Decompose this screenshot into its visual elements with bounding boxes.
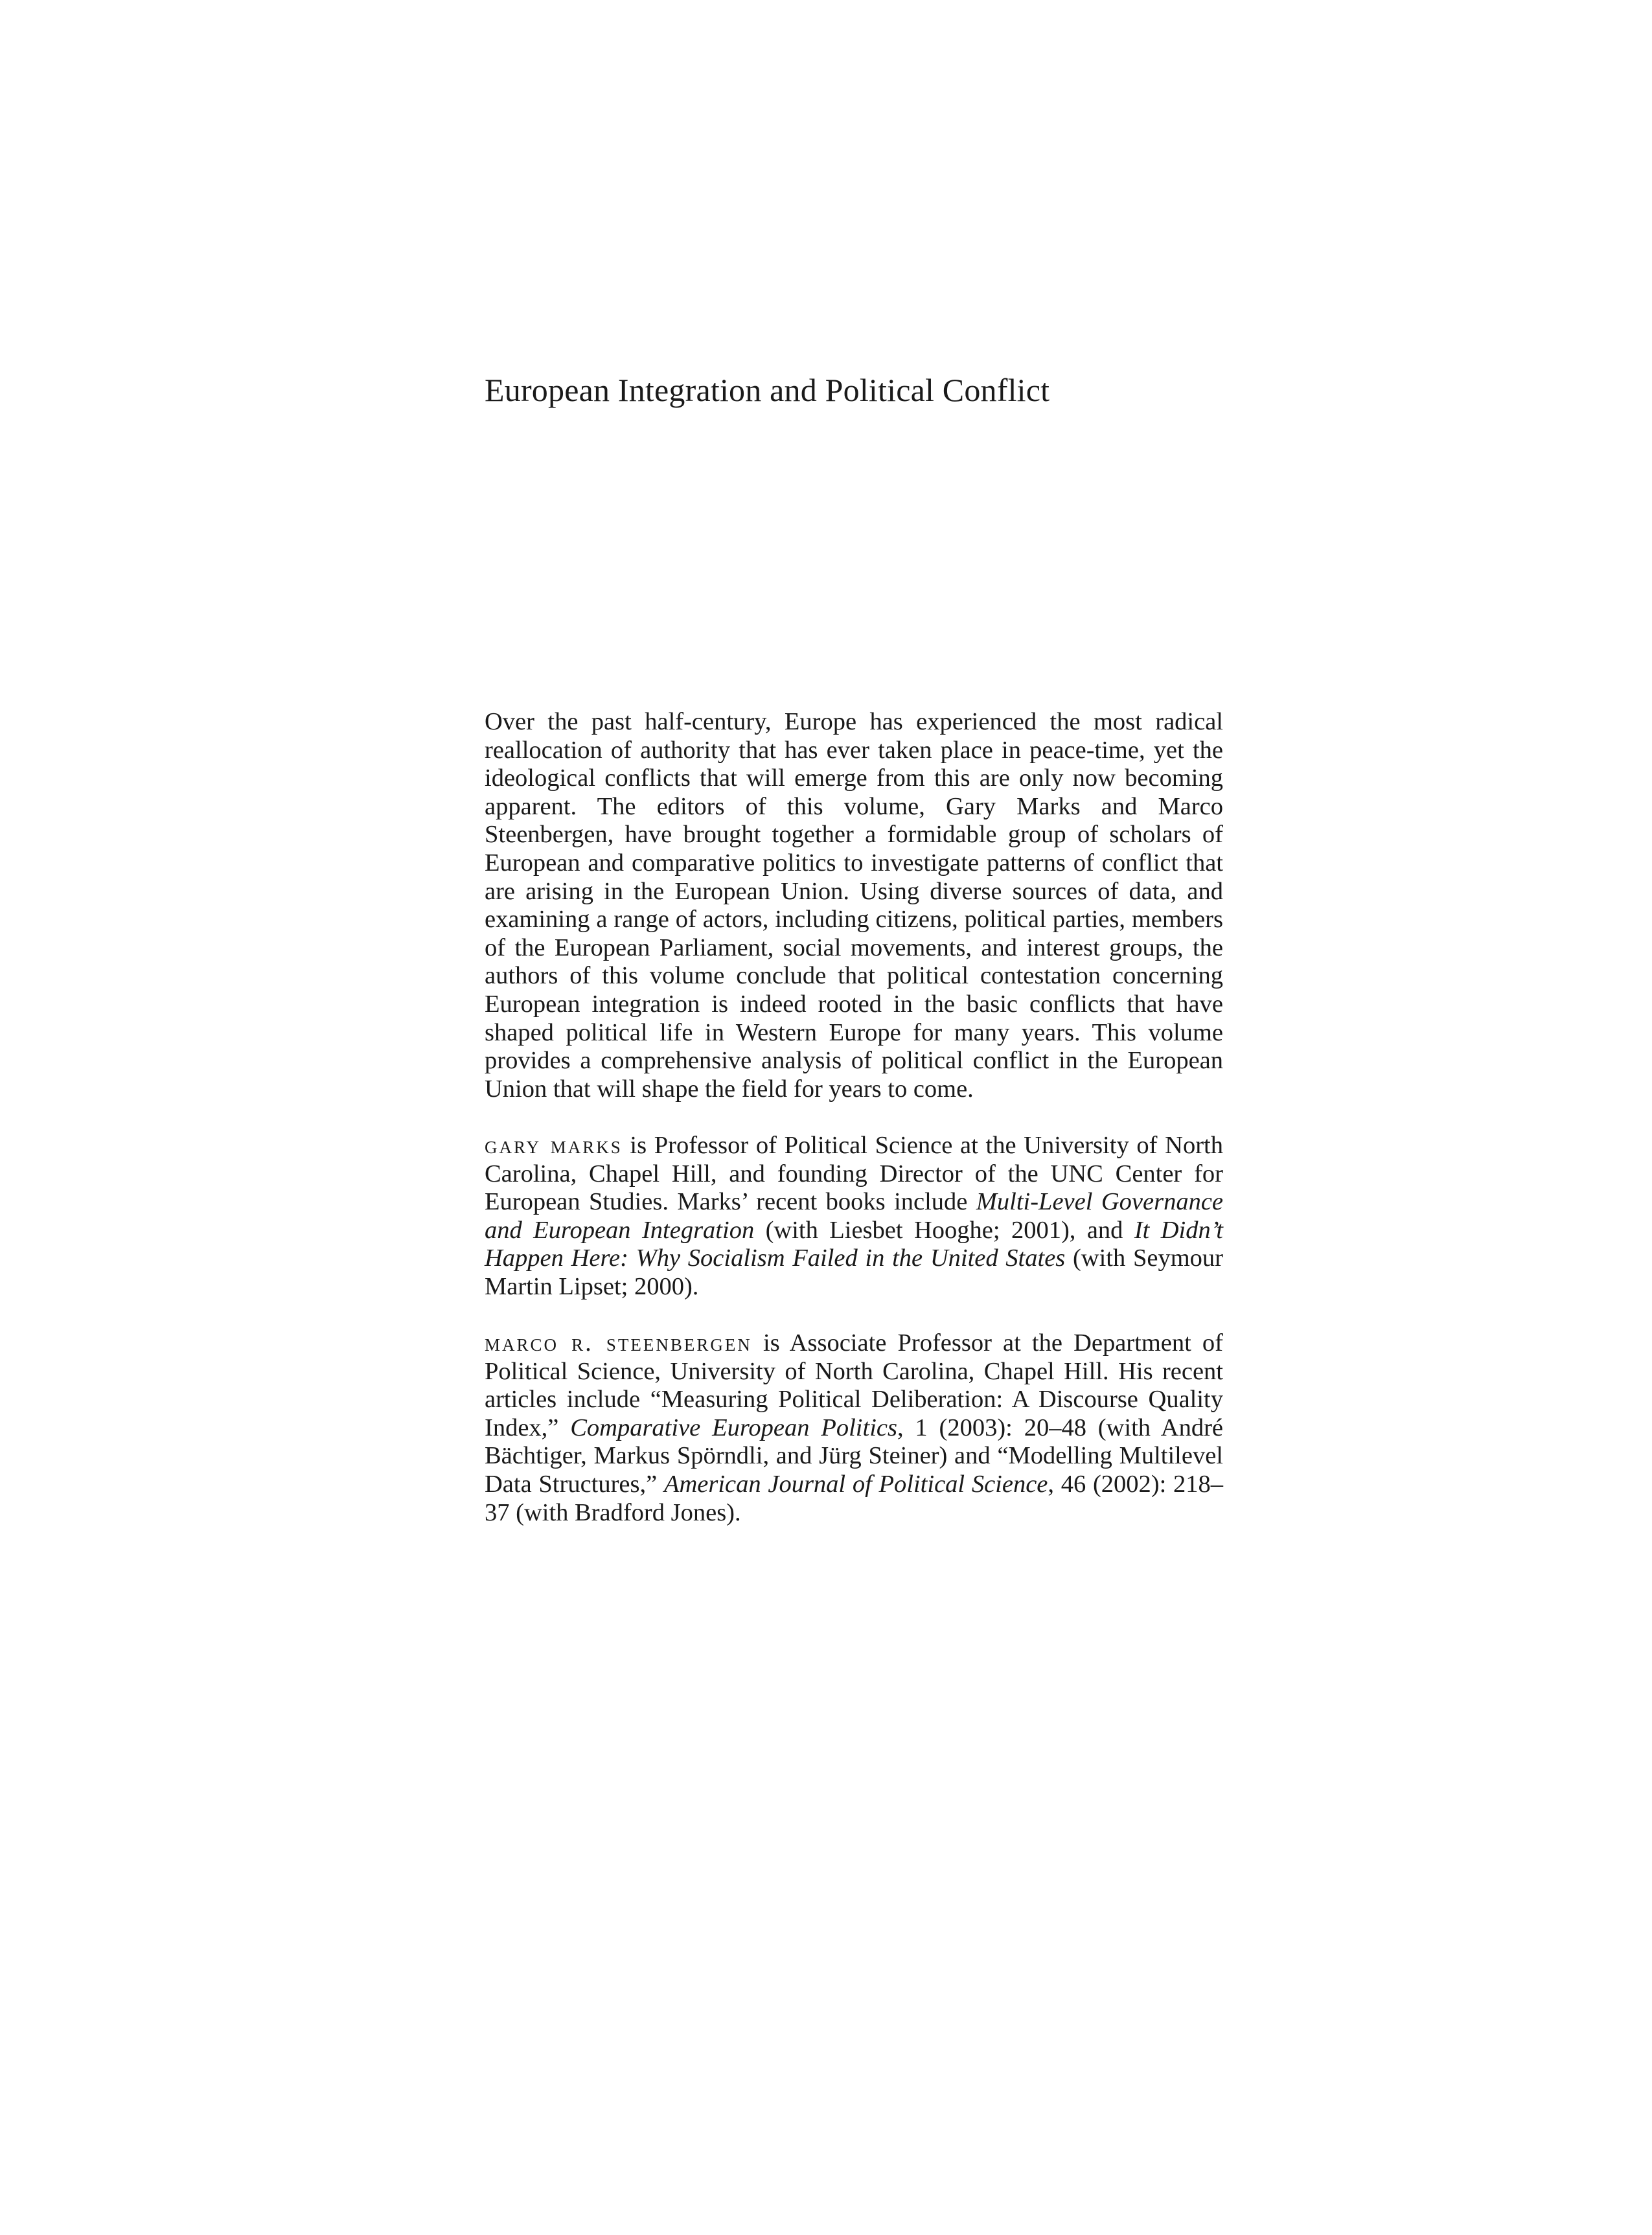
book-title-italic: Multi-Level Governance and European Integration — [485, 1188, 1223, 1244]
author-name: gary marks — [485, 1131, 623, 1159]
book-title-italic: It Didn’t Happen Here: Why Socialism Failed in the United States — [485, 1216, 1223, 1272]
bio-text: (with Liesbet Hooghe; 2001), and — [754, 1216, 1134, 1244]
book-description: Over the past half-century, Europe has experienced the most radical reallocation of authority that has ever taken place in peace-time, yet the ideological conflicts that will emerge from this are only now becoming apparent. The editors of this volume, Gary Marks and Marco Steenbergen, have brought together a formidable group of scholars of European and comparative politics to investigate patterns of conflict that are arising in the European Union. Using diverse sources of data, and examining a range of actors, including citizens, political parties, members of the European Parliament, social movements, and interest groups, the authors of this volume conclude that political contestation concerning European integration is indeed rooted in the basic conflicts that have shaped political life in Western Europe for many years. This volume provides a comprehensive analysis of political conflict in the European Union that will shape the field for years to come. — [485, 708, 1223, 1103]
bio-text: , 1 (2003): 20–48 (with André Bächtiger, Markus Spörndli, and Jürg Steiner) and “Modelling Multilevel Data Structures,” — [485, 1414, 1223, 1498]
author-name: marco r. steenbergen — [485, 1329, 752, 1357]
author-bio-steenbergen — [485, 1329, 1223, 1527]
book-title: European Integration and Political Conflict — [485, 372, 1050, 408]
text-block — [485, 708, 1223, 1527]
bio-text: (with Seymour Martin Lipset; 2000). — [485, 1244, 1223, 1300]
author-bio-marks — [485, 1132, 1223, 1301]
bio-text: , 46 (2002): 218–37 (with Bradford Jones). — [485, 1471, 1224, 1526]
journal-title-italic: Comparative European Politics — [570, 1414, 897, 1441]
journal-title-italic: American Journal of Political Science — [663, 1471, 1048, 1498]
bio-text: is Professor of Political Science at the University of North Carolina, Chapel Hill, and founding Director of the UNC Center for European Studies. Marks’ recent books include — [485, 1131, 1223, 1216]
bio-text: is Associate Professor at the Department of Political Science, University of North Carolina, Chapel Hill. His recent articles include “Measuring Political Deliberation: A Discourse Quality Index,” — [485, 1329, 1223, 1441]
